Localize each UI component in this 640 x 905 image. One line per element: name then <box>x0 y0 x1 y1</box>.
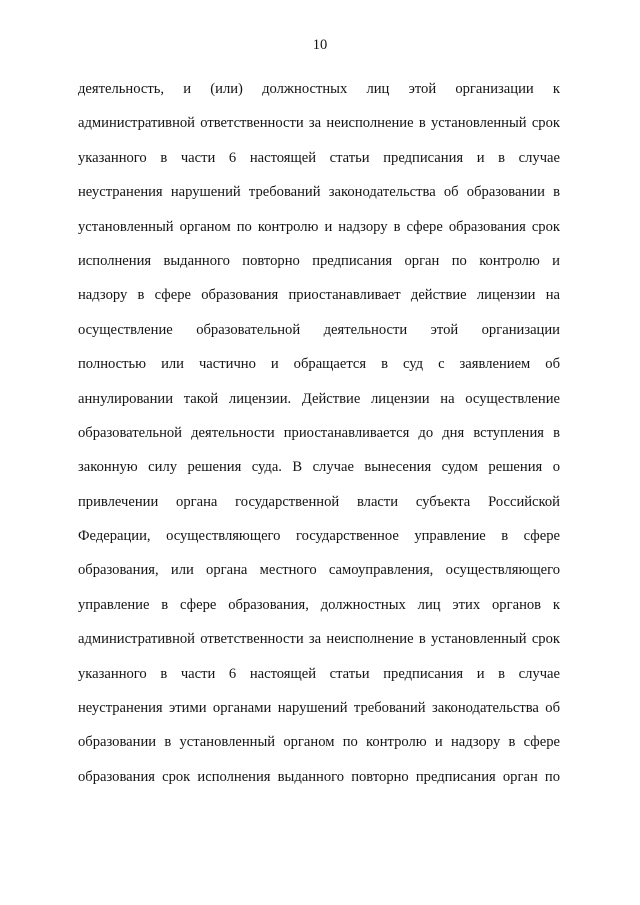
text-line: неустранения нарушений требований законодательства об образовании в <box>78 184 560 201</box>
text-line: аннулировании такой лицензии. Действие лицензии на осуществление <box>78 390 560 407</box>
text-line: образовательной деятельности приостанавливается до дня вступления в <box>78 424 560 441</box>
text-line: осуществление образовательной деятельности этой организации <box>78 321 560 338</box>
text-line: административной ответственности за неисполнение в установленный срок <box>78 631 560 648</box>
text-line: административной ответственности за неисполнение в установленный срок <box>78 115 560 132</box>
body-text <box>78 72 560 794</box>
text-line: надзору в сфере образования приостанавливает действие лицензии на <box>78 287 560 304</box>
text-line: управление в сфере образования, должностных лиц этих органов к <box>78 596 560 613</box>
text-line: Федерации, осуществляющего государственное управление в сфере <box>78 528 560 545</box>
text-line: образовании в установленный органом по контролю и надзору в сфере <box>78 734 560 751</box>
text-line: образования срок исполнения выданного повторно предписания орган по <box>78 768 560 785</box>
text-line: законную силу решения суда. В случае вынесения судом решения о <box>78 459 560 476</box>
text-line: исполнения выданного повторно предписания орган по контролю и <box>78 252 560 269</box>
text-line: образования, или органа местного самоуправления, осуществляющего <box>78 562 560 579</box>
text-line: неустранения этими органами нарушений требований законодательства об <box>78 700 560 717</box>
text-line: указанного в части 6 настоящей статьи предписания и в случае <box>78 665 560 682</box>
text-line: деятельность, и (или) должностных лиц этой организации к <box>78 81 560 97</box>
text-line: привлечении органа государственной власти субъекта Российской <box>78 493 560 510</box>
text-line: полностью или частично и обращается в суд с заявлением об <box>78 356 560 373</box>
page-number: 10 <box>312 37 328 53</box>
text-line: установленный органом по контролю и надзору в сфере образования срок <box>78 218 560 235</box>
text-line: указанного в части 6 настоящей статьи предписания и в случае <box>78 149 560 166</box>
